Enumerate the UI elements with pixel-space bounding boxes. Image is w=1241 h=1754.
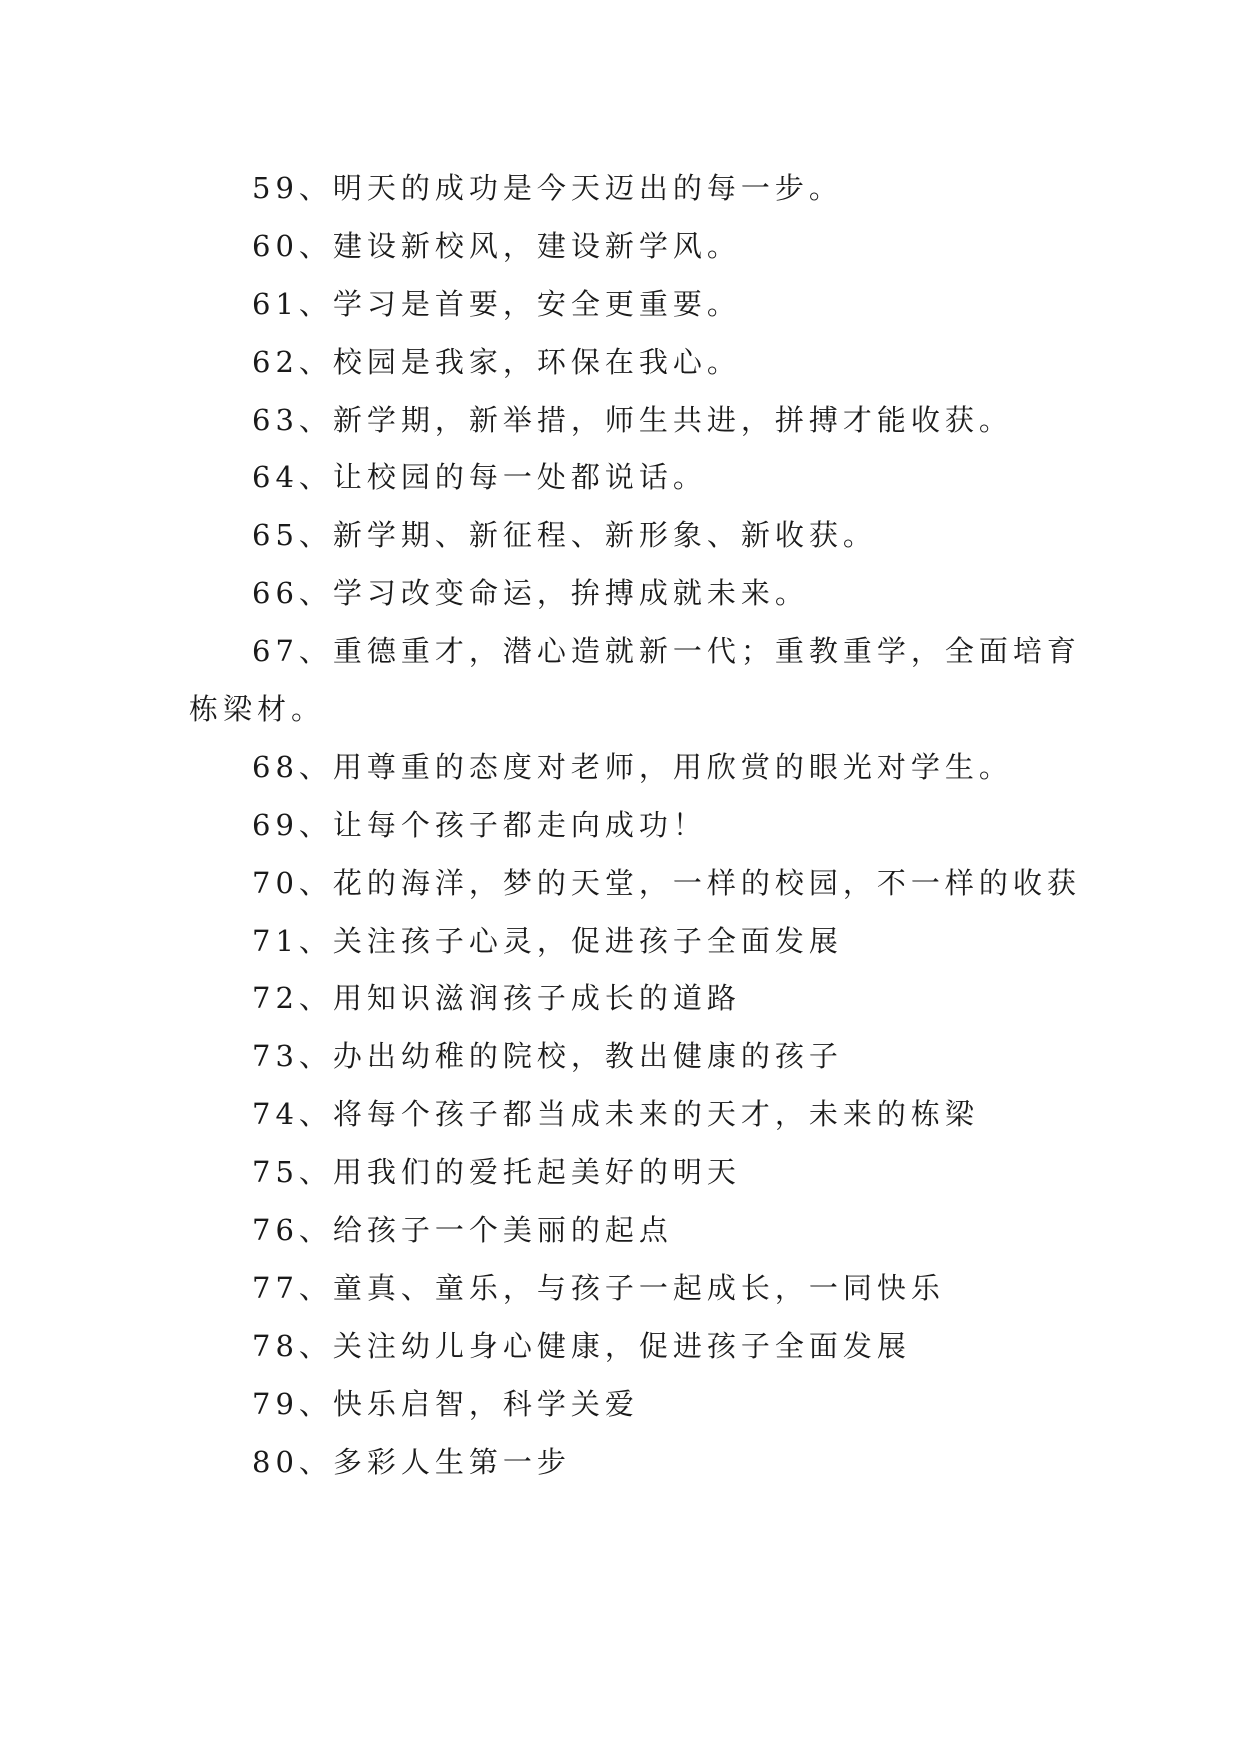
slogan-75: 75、用我们的爱托起美好的明天 bbox=[252, 1155, 741, 1190]
slogan-69: 69、让每个孩子都走向成功！ bbox=[252, 807, 707, 842]
slogan-62: 62、校园是我家，环保在我心。 bbox=[252, 344, 741, 379]
slogan-66: 66、学习改变命运，拚搏成就未来。 bbox=[252, 576, 809, 611]
slogan-77: 77、童真、童乐，与孩子一起成长，一同快乐 bbox=[252, 1270, 945, 1305]
slogan-71: 71、关注孩子心灵，促进孩子全面发展 bbox=[252, 923, 843, 958]
slogan-65: 65、新学期、新征程、新形象、新收获。 bbox=[252, 518, 877, 553]
slogan-78: 78、关注幼儿身心健康，促进孩子全面发展 bbox=[252, 1328, 911, 1363]
slogan-60: 60、建设新校风，建设新学风。 bbox=[252, 228, 741, 263]
slogan-74: 74、将每个孩子都当成未来的天才，未来的栋梁 bbox=[252, 1097, 979, 1132]
slogan-63: 63、新学期，新举措，师生共进，拼搏才能收获。 bbox=[252, 402, 1013, 437]
slogan-79: 79、快乐启智，科学关爱 bbox=[252, 1386, 639, 1421]
slogan-list bbox=[189, 160, 1081, 1491]
slogan-61: 61、学习是首要，安全更重要。 bbox=[252, 286, 741, 321]
slogan-76: 76、给孩子一个美丽的起点 bbox=[252, 1213, 673, 1248]
slogan-73: 73、办出幼稚的院校，教出健康的孩子 bbox=[252, 1039, 843, 1074]
slogan-68: 68、用尊重的态度对老师，用欣赏的眼光对学生。 bbox=[252, 749, 1013, 784]
slogan-70: 70、花的海洋，梦的天堂，一样的校园，不一样的收获 bbox=[252, 865, 1081, 900]
slogan-67: 67、重德重才，潜心造就新一代；重教重学，全面培育 bbox=[252, 634, 1081, 669]
slogan-72: 72、用知识滋润孩子成长的道路 bbox=[252, 981, 741, 1016]
slogan-59: 59、明天的成功是今天迈出的每一步。 bbox=[252, 171, 843, 205]
slogan-64: 64、让校园的每一处都说话。 bbox=[252, 460, 707, 495]
slogan-80: 80、多彩人生第一步 bbox=[252, 1444, 571, 1479]
slogan-67-continuation: 栋梁材。 bbox=[189, 692, 326, 727]
